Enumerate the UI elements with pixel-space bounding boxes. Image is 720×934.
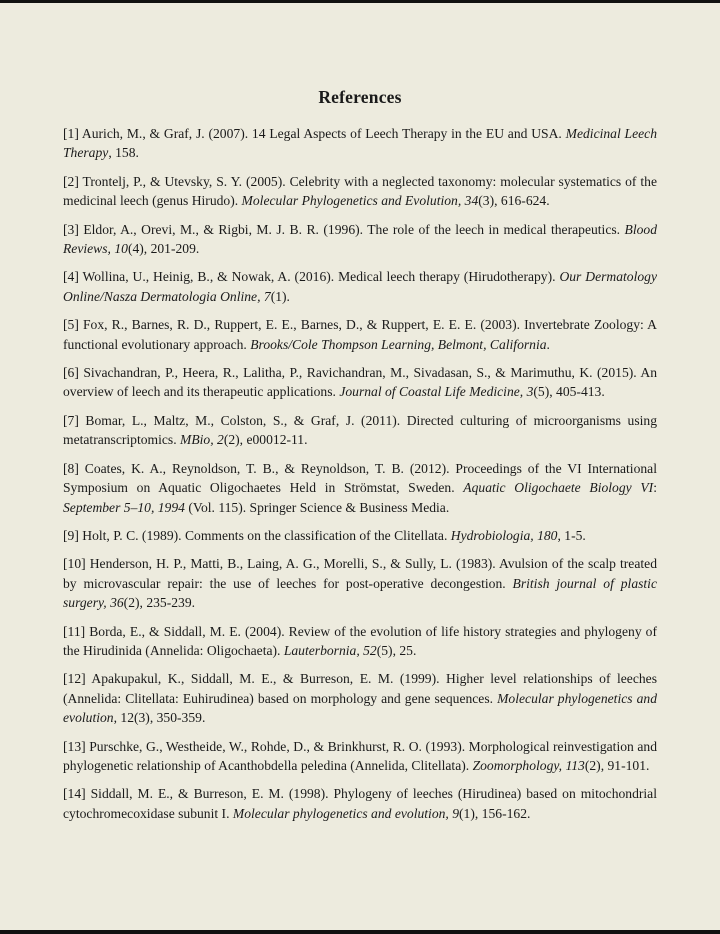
reference-text-run: . [546,336,550,352]
reference-text-run: [14] Siddall, M. E., & Burreson, E. M. (1998). Phylogeny of leeches (Hirudinea) based on mitochondrial cytochromecoxidase subunit I. [63,786,657,821]
reference-text-run: [7] Bomar, L., Maltz, M., Colston, S., & Graf, J. (2011). Directed culturing of microorganisms using metatranscriptomics. [63,412,657,448]
reference-item [63,411,657,450]
reference-italic-run: September 5–10, 1994 [63,499,185,515]
reference-text-run: [5] Fox, R., Barnes, R. D., Ruppert, E. E., Barnes, D., & Ruppert, E. E. E. (2003). Invertebrate Zoology: A functional evolutionary approach. [63,317,657,352]
reference-text-run: [2] Trontelj, P., & Utevsky, S. Y. (2005). Celebrity with a neglected taxonomy: molecular systematics of the medicinal leech (genus Hirudo). [63,173,657,209]
reference-item [63,669,657,727]
reference-italic-run: Brooks/Cole Thompson Learning, Belmont, California [250,336,547,352]
reference-item [63,220,657,259]
reference-item [63,784,657,823]
reference-text-run: , 12(3), 350-359. [113,710,206,726]
reference-text-run: (5), 25. [376,642,417,658]
reference-item [63,315,657,354]
reference-text-run: (Vol. 115). Springer Science & Business Media. [184,499,450,515]
reference-text-run: (2), e00012-11. [223,432,308,448]
reference-text-run: [1] Aurich, M., & Graf, J. (2007). 14 Legal Aspects of Leech Therapy in the EU and USA. [63,126,566,141]
reference-text-run: [9] Holt, P. C. (1989). Comments on the classification of the Clitellata. [63,527,451,543]
reference-item [63,459,657,517]
reference-italic-run: Hydrobiologia, 180 [450,527,558,543]
page-title: References [318,87,402,107]
reference-text-run: [3] Eldor, A., Orevi, M., & Rigbi, M. J. B. R. (1996). The role of the leech in medical therapeutics. [63,221,625,237]
reference-italic-run: Medicinal Leech Therapy [63,126,658,161]
reference-item [63,622,657,661]
reference-text-run: [6] Sivachandran, P., Heera, R., Lalitha, P., Ravichandran, M., Sivadasan, S., & Marimuthu, K. (2015). An overview of leech and its therapeutic applications. [63,365,657,400]
reference-text-run: [11] Borda, E., & Siddall, M. E. (2004). Review of the evolution of life history strategies and phylogeny of the Hirudinida (Annelida: Oligochaeta). [63,623,657,658]
reference-italic-run: Our Dermatology Online/Nasza Dermatologia Online, 7 [63,269,657,304]
reference-item [63,363,657,402]
bottom-border [0,930,720,934]
reference-item [63,737,657,776]
reference-item [63,124,657,163]
reference-italic-run: Lauterbornia, 52 [283,642,377,658]
reference-text-run: , 1-5. [557,527,586,543]
reference-text-run: (1), 156-162. [459,805,531,821]
reference-text-run: , 158. [108,145,139,161]
reference-italic-run: Zoomorphology, 113 [472,757,585,773]
reference-text-run: [10] Henderson, H. P., Matti, B., Laing, A. G., Morelli, S., & Sully, L. (1983). Avulsion of the scalp treated by microvascular repair: the use of leeches for post-operative decongestion. [63,556,657,591]
reference-text-run: (5), 405-413. [533,384,605,400]
reference-item [63,526,657,545]
reference-italic-run: Journal of Coastal Life Medicine, 3 [339,384,534,400]
reference-italic-run: Molecular phylogenetics and evolution, 9 [232,805,460,821]
reference-text-run: [8] Coates, K. A., Reynoldson, T. B., & Reynoldson, T. B. (2012). Proceedings of the VI International Symposium on Aquatic Oligochaetes Held in Strömstat, Sweden. [63,460,657,496]
reference-item [63,554,657,612]
reference-italic-run: MBio, 2 [180,432,224,448]
reference-italic-run: Aquatic Oligochaete Biology VI [463,480,654,496]
reference-italic-run: Molecular Phylogenetics and Evolution, 34 [241,193,479,209]
reference-italic-run: British journal of plastic surgery, 36 [63,575,657,611]
reference-text-run: [4] Wollina, U., Heinig, B., & Nowak, A. (2016). Medical leech therapy (Hirudotherapy). [63,269,560,285]
reference-italic-run: Blood Reviews, 10 [63,221,657,257]
reference-text-run: : [653,480,657,496]
reference-item [63,172,657,211]
reference-text-run: [12] Apakupakul, K., Siddall, M. E., & Burreson, E. M. (1999). Higher level relationships of leeches (Annelida: Clitellata: Euhirudinea) based on morphology and gene sequences. [63,671,657,706]
reference-italic-run: Molecular phylogenetics and evolution [63,690,657,726]
reference-text-run: (4), 201-209. [127,241,200,257]
reference-text-run: (3), 616-624. [478,193,550,209]
reference-text-run: (2), 235-239. [123,595,196,611]
reference-text-run: (2), 91-101. [584,757,650,773]
top-border [0,0,720,3]
reference-text-run: [13] Purschke, G., Westheide, W., Rohde, D., & Brinkhurst, R. O. (1993). Morphological reinvestigation and phylogenetic relationship of Acanthobdella peledina (Annelida, Clitellata). [63,738,657,773]
reference-text-run: (1). [270,288,290,304]
reference-list [63,124,657,823]
reference-item [63,267,657,306]
